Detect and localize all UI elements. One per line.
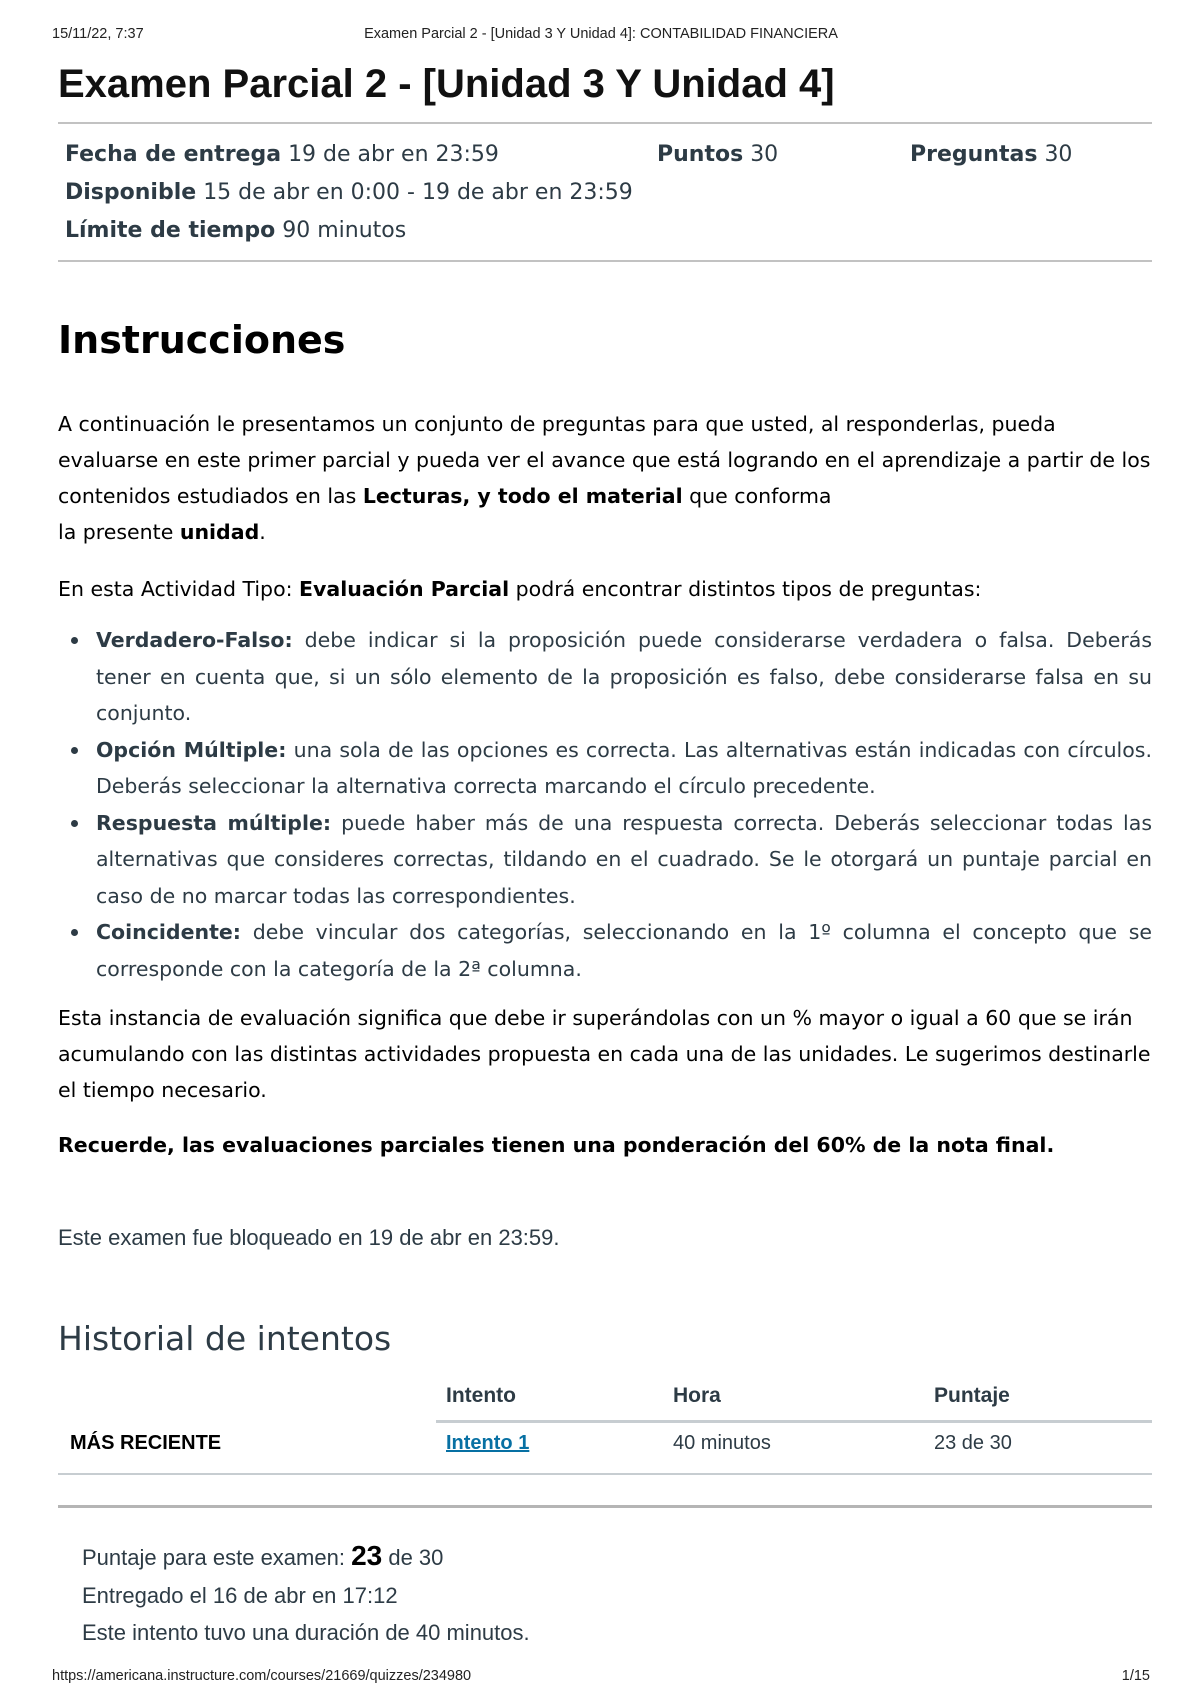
attempt-score: 23 de 30 [934, 1432, 1012, 1454]
available-value: 15 de abr en 0:00 - 19 de abr en 23:59 [203, 180, 633, 205]
print-url: https://americana.instructure.com/courses/21669/quizzes/234980 [52, 1668, 472, 1684]
print-date: 15/11/22, 7:37 [52, 26, 144, 42]
bullet-dot [71, 637, 78, 644]
row-label: MÁS RECIENTE [70, 1432, 222, 1454]
attempt-duration: Este intento tuvo una duración de 40 minutos. [82, 1620, 530, 1645]
page-number: 1/15 [1121, 1668, 1150, 1684]
due-date [65, 142, 499, 167]
points [657, 142, 778, 167]
instructions-paragraph-1: A continuación le presentamos un conjunto de preguntas para que usted, al responderlas, pueda evaluarse en este primer parcial y pueda ver el avance que está logrando en el aprendizaje a partir de los contenidos estudiados en las Lecturas, y todo el material que conforma la presente unidad. [58, 412, 1151, 544]
print-header [52, 26, 1150, 46]
instructions-heading: Instrucciones [58, 318, 346, 362]
column-header-score: Puntaje [934, 1384, 1010, 1407]
history-heading: Historial de intentos [58, 1319, 392, 1358]
instructions-paragraph-2: En esta Actividad Tipo: Evaluación Parcial podrá encontrar distintos tipos de preguntas: [58, 577, 982, 601]
available-label: Disponible [65, 180, 197, 205]
time-limit-label: Límite de tiempo [65, 218, 276, 243]
time-limit [65, 218, 406, 243]
questions-value: 30 [1044, 142, 1073, 167]
column-header-attempt: Intento [446, 1384, 516, 1407]
list-item: Opción Múltiple: una sola de las opciones es correcta. Las alternativas están indicadas con círculos. Deberás seleccionar la alternativa correcta marcando el círculo precedente. [96, 732, 1152, 805]
history-table-header [58, 1384, 1152, 1420]
points-label: Puntos [657, 142, 744, 167]
bullet-dot [71, 820, 78, 827]
score-value: 23 [351, 1540, 383, 1571]
locked-notice: Este examen fue bloqueado en 19 de abr en 23:59. [58, 1225, 560, 1250]
submitted-date: Entregado el 16 de abr en 17:12 [82, 1583, 398, 1608]
table-header-underline [436, 1420, 1152, 1423]
print-doc-title: Examen Parcial 2 - [Unidad 3 Y Unidad 4]: CONTABILIDAD FINANCIERA [364, 26, 838, 42]
due-value: 19 de abr en 23:59 [288, 142, 499, 167]
due-label: Fecha de entrega [65, 142, 282, 167]
list-item: Verdadero-Falso: debe indicar si la proposición puede considerarse verdadera o falsa. Deberás tener en cuenta que, si un sólo elemento de la proposición es falso, debe considerarse falsa en su conjunto. [96, 622, 1152, 732]
time-limit-value: 90 minutos [282, 218, 407, 243]
quiz-details-row-1 [65, 142, 1155, 172]
questions [910, 142, 1072, 167]
table-row-divider [58, 1473, 1152, 1475]
list-item: Respuesta múltiple: puede haber más de una respuesta correcta. Deberás seleccionar todas las alternativas que consideres correctas, tildando en el cuadrado. Se le otorgará un puntaje parcial en caso de no marcar todas las correspondientes. [96, 805, 1152, 915]
instructions-paragraph-3: Esta instancia de evaluación significa que debe ir superándolas con un % mayor o igual a 60 que se irán acumulando con las distintas actividades propuesta en cada una de las unidades. Le sugerimos destinarle el tiempo necesario. [58, 1006, 1151, 1102]
column-header-time: Hora [673, 1384, 721, 1407]
page-title: Examen Parcial 2 - [Unidad 3 Y Unidad 4] [58, 62, 835, 106]
points-value: 30 [750, 142, 779, 167]
questions-label: Preguntas [910, 142, 1038, 167]
print-footer [52, 1668, 1150, 1688]
instructions-paragraph-4: Recuerde, las evaluaciones parciales tienen una ponderación del 60% de la nota final. [58, 1133, 1055, 1157]
score-summary: Puntaje para este examen: 23 de 30 [82, 1540, 444, 1571]
list-item: Coincidente: debe vincular dos categorías, seleccionando en la 1º columna el concepto que se corresponde con la categoría de la 2ª columna. [96, 914, 1152, 987]
question-types-list [96, 622, 1152, 987]
availability [65, 180, 633, 205]
attempt-time: 40 minutos [673, 1432, 771, 1454]
bullet-dot [71, 747, 78, 754]
divider [58, 1505, 1152, 1508]
divider [58, 260, 1152, 262]
table-row [58, 1432, 1152, 1468]
divider [58, 122, 1152, 124]
attempt-link[interactable]: Intento 1 [446, 1432, 530, 1454]
bullet-dot [71, 929, 78, 936]
